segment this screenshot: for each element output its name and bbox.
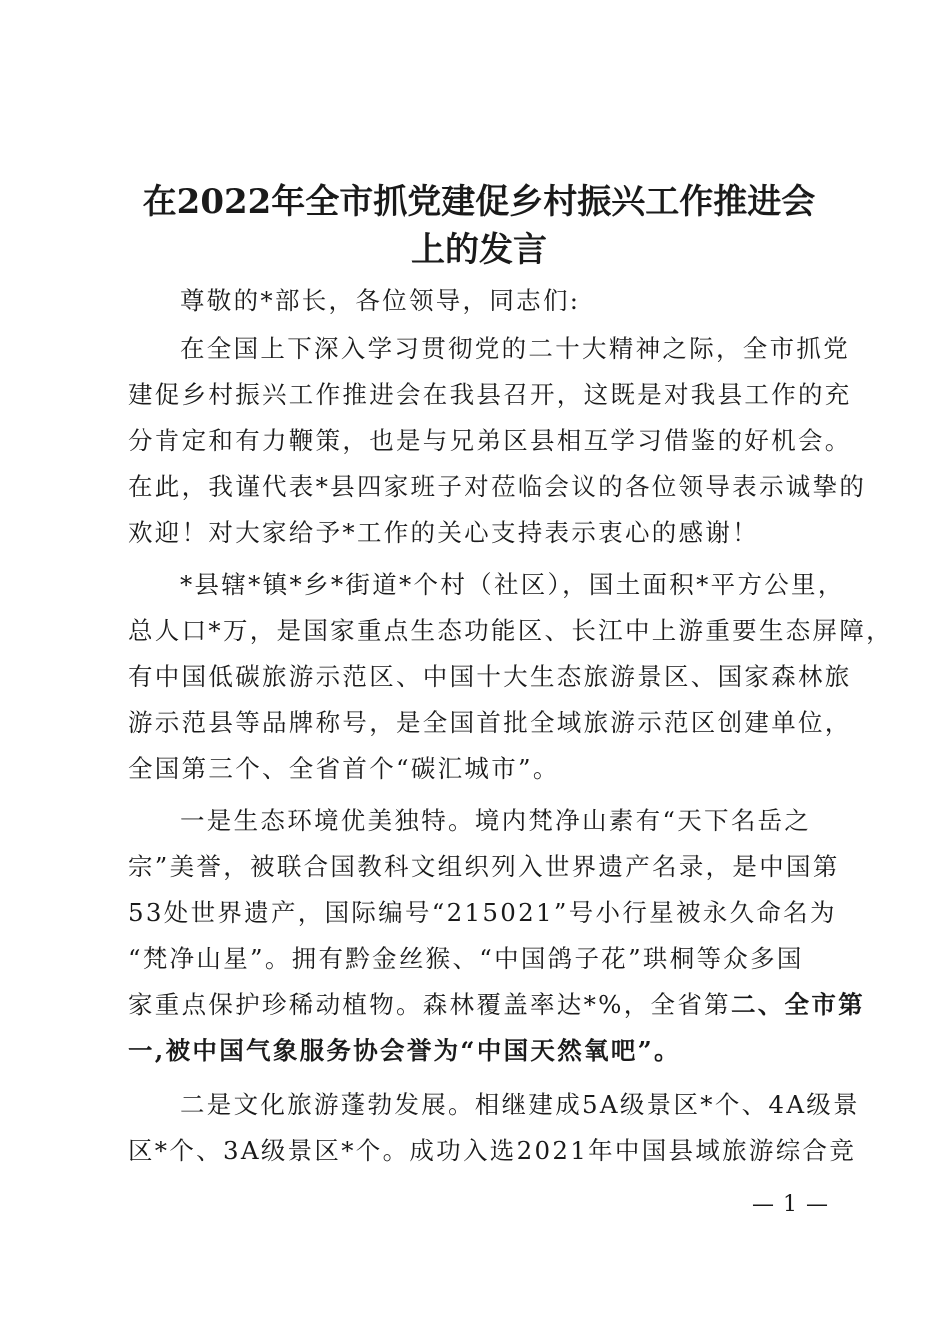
paragraph-line: 53处世界遗产，国际编号“215021”号小行星被永久命名为 [128, 898, 837, 927]
paragraph-line: 分肯定和有力鞭策，也是与兄弟区县相互学习借鉴的好机会。 [128, 426, 852, 455]
bold-text-line: 一,被中国气象服务协会誉为“中国天然氧吧”。 [128, 1036, 681, 1065]
salutation: 尊敬的*部长，各位领导，同志们: [180, 286, 581, 315]
paragraph-text: 家重点保护珍稀动植物。森林覆盖率达*%，全省第 [128, 990, 731, 1019]
paragraph-tourism [128, 1082, 860, 1174]
document-page [128, 178, 893, 1174]
document-title [128, 178, 830, 274]
paragraph-line: 有中国低碳旅游示范区、中国十大生态旅游景区、国家森林旅 [128, 662, 852, 691]
paragraph-county-overview [128, 562, 893, 792]
paragraph-line: 全国第三个、全省首个“碳汇城市”。 [128, 754, 560, 783]
paragraph-line: 在全国上下深入学习贯彻党的二十大精神之际，全市抓党 [180, 334, 850, 363]
paragraph-line: 游示范县等品牌称号，是全国首批全域旅游示范区创建单位， [128, 708, 852, 737]
paragraph-line: 一是生态环境优美独特。境内梵净山素有“天下名岳之 [180, 806, 812, 835]
paragraph-line: 建促乡村振兴工作推进会在我县召开，这既是对我县工作的充 [128, 380, 852, 409]
paragraph-line: 二是文化旅游蓬勃发展。相继建成5A级景区*个、4A级景 [180, 1090, 860, 1119]
paragraph-line: “梵净山星”。拥有黔金丝猴、“中国鸽子花”珙桐等众多国 [128, 944, 804, 973]
paragraph-opening [128, 326, 867, 556]
paragraph-line: 总人口*万，是国家重点生态功能区、长江中上游重要生态屏障， [128, 616, 893, 645]
bold-text: 二、全市第 [730, 990, 865, 1019]
paragraph-line: 在此，我谨代表*县四家班子对莅临会议的各位领导表示诚挚的 [128, 472, 867, 501]
title-line-2: 上的发言 [411, 230, 547, 270]
paragraph-line: 宗”美誉，被联合国教科文组织列入世界遗产名录，是中国第 [128, 852, 840, 881]
page-number: — 1 — [752, 1192, 829, 1217]
paragraph-line: 区*个、3A级景区*个。成功入选2021年中国县域旅游综合竞 [128, 1136, 857, 1165]
paragraph-ecology [128, 798, 865, 1074]
title-line-1: 在2022年全市抓党建促乡村振兴工作推进会 [142, 182, 816, 222]
paragraph-line: *县辖*镇*乡*街道*个村（社区），国土面积*平方公里， [180, 570, 845, 599]
paragraph-line-mixed [128, 982, 865, 1028]
paragraph-line: 欢迎！对大家给予*工作的关心支持表示衷心的感谢！ [128, 518, 759, 547]
